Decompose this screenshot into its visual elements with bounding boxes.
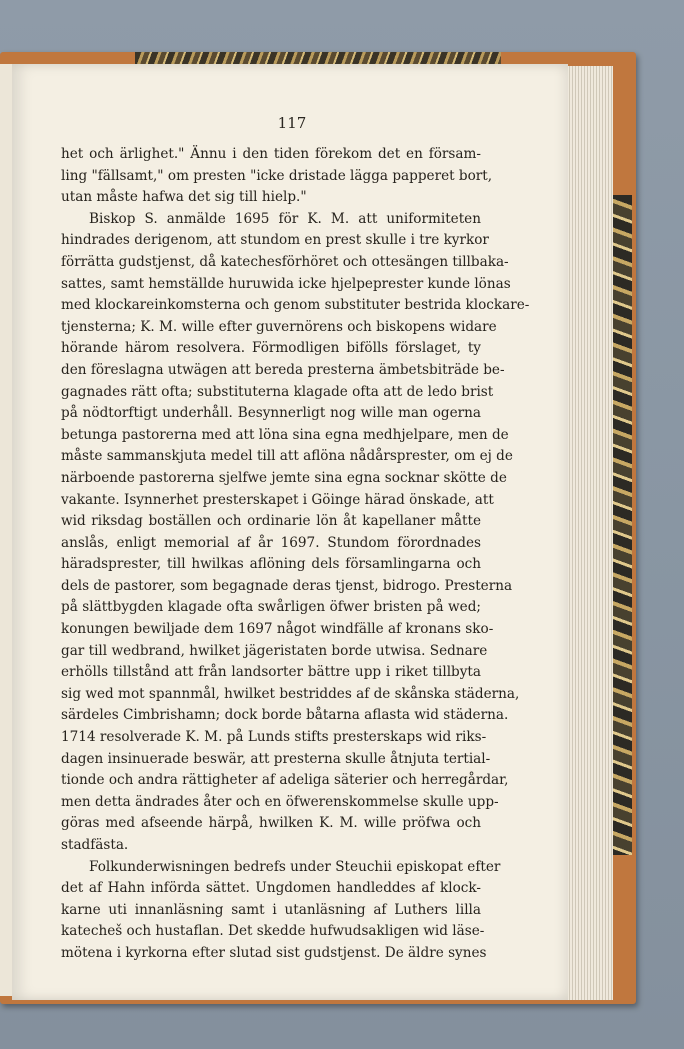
text-line: vakante. Isynnerhet presterskapet i Göinge härad önskade, att bbox=[61, 491, 494, 508]
text-line: närboende pastorerna sjelfwe jemte sina egna socknar skötte de bbox=[61, 469, 507, 486]
text-line: ling "fällsamt," om presten "icke dristade lägga papperet bort, bbox=[61, 167, 493, 184]
text-line: 1714 resolverade K. M. på Lunds stifts presterskaps wid riks- bbox=[61, 729, 487, 746]
text-line: hindrades derigenom, att stundom en prest skulle i tre kyrkor bbox=[61, 232, 489, 249]
page-number: 117 bbox=[277, 114, 307, 132]
text-line: anslås, enligt memorial af år 1697. Stundom förordnades bbox=[61, 534, 481, 551]
text-line: het och ärlighet." Ännu i den tiden förekom det en försam- bbox=[61, 146, 481, 162]
text-line: Biskop S. anmälde 1695 för K. M. att uniformiteten bbox=[89, 210, 481, 227]
text-line: erhölls tillstånd att från landsorter bättre upp i riket tillbyta bbox=[61, 664, 481, 681]
text-line: stadfästa. bbox=[61, 837, 129, 853]
text-line: hörande härom resolvera. Förmodligen bifölls förslaget, ty bbox=[61, 340, 481, 357]
body-text bbox=[61, 144, 530, 965]
text-line: mötena i kyrkorna efter slutad sist gudstjenst. De äldre synes bbox=[61, 944, 487, 961]
text-line: utan måste hafwa det sig till hielp." bbox=[61, 189, 307, 206]
text-line: måste sammanskjuta medel till att aflöna nådårsprester, om ej de bbox=[61, 448, 513, 465]
text-line: gagnades rätt ofta; substituterna klagade ofta att de ledo brist bbox=[61, 383, 494, 400]
text-line: det af Hahn införda sättet. Ungdomen handleddes af klock- bbox=[61, 880, 481, 897]
text-line: konungen bewiljade dem 1697 något windfälle af kronans sko- bbox=[61, 621, 494, 638]
text-line: dagen insinuerade beswär, att presterna skulle åtnjuta tertial- bbox=[61, 750, 491, 767]
text-line: sattes, samt hemställde huruwida icke hjelpeprester kunde lönas bbox=[61, 275, 511, 292]
text-line: men detta ändrades åter och en öfwerenskommelse skulle upp- bbox=[61, 793, 499, 810]
text-line: sig wed mot spannmål, hwilket bestriddes af de skånska städerna, bbox=[61, 685, 520, 702]
text-line: på slättbygden klagade ofta swårligen öfwer bristen på wed; bbox=[61, 599, 481, 616]
text-line: wid riksdag boställen och ordinarie lön åt kapellaner måtte bbox=[61, 513, 481, 530]
text-line: den föreslagna utwägen att bereda presterna ämbetsbiträde be- bbox=[61, 361, 505, 378]
text-line: karne uti innanläsning samt i utanläsning af Luthers lilla bbox=[61, 901, 481, 918]
text-line: dels de pastorer, som begagnade deras tjenst, bidrogo. Presterna bbox=[61, 577, 513, 594]
marbled-cover-edge bbox=[610, 195, 632, 855]
text-line: förrätta gudstjenst, då katechesförhöret och ottesängen tillbaka- bbox=[61, 253, 509, 270]
text-line: med klockareinkomsterna och genom substituter bestrida klockare- bbox=[61, 297, 530, 314]
text-line: på nödtorftigt underhåll. Besynnerligt nog wille man ogerna bbox=[61, 405, 481, 422]
text-line: göras med afseende härpå, hwilken K. M. wille pröfwa och bbox=[61, 815, 481, 832]
text-line: katecheš och hustaflan. Det skedde hufwudsakligen wid läse- bbox=[61, 923, 485, 940]
text-line: tjensterna; K. M. wille efter guvernörens och biskopens widare bbox=[61, 318, 497, 335]
text-line: Folkunderwisningen bedrefs under Steuchii episkopat efter bbox=[89, 858, 501, 875]
book-page bbox=[12, 64, 568, 1000]
text-line: betunga pastorerna med att löna sina egna medhjelpare, men de bbox=[61, 426, 509, 443]
text-line: särdeles Cimbrishamn; dock borde båtarna aflasta wid städerna. bbox=[61, 707, 509, 724]
text-line: häradsprester, till hwilkas aflöning dels församlingarna och bbox=[61, 556, 481, 573]
text-line: gar till wedbrand, hwilket jägeristaten borde utwisa. Sednare bbox=[61, 642, 488, 659]
text-line: tionde och andra rättigheter af adeliga säterier och herregårdar, bbox=[61, 772, 509, 789]
